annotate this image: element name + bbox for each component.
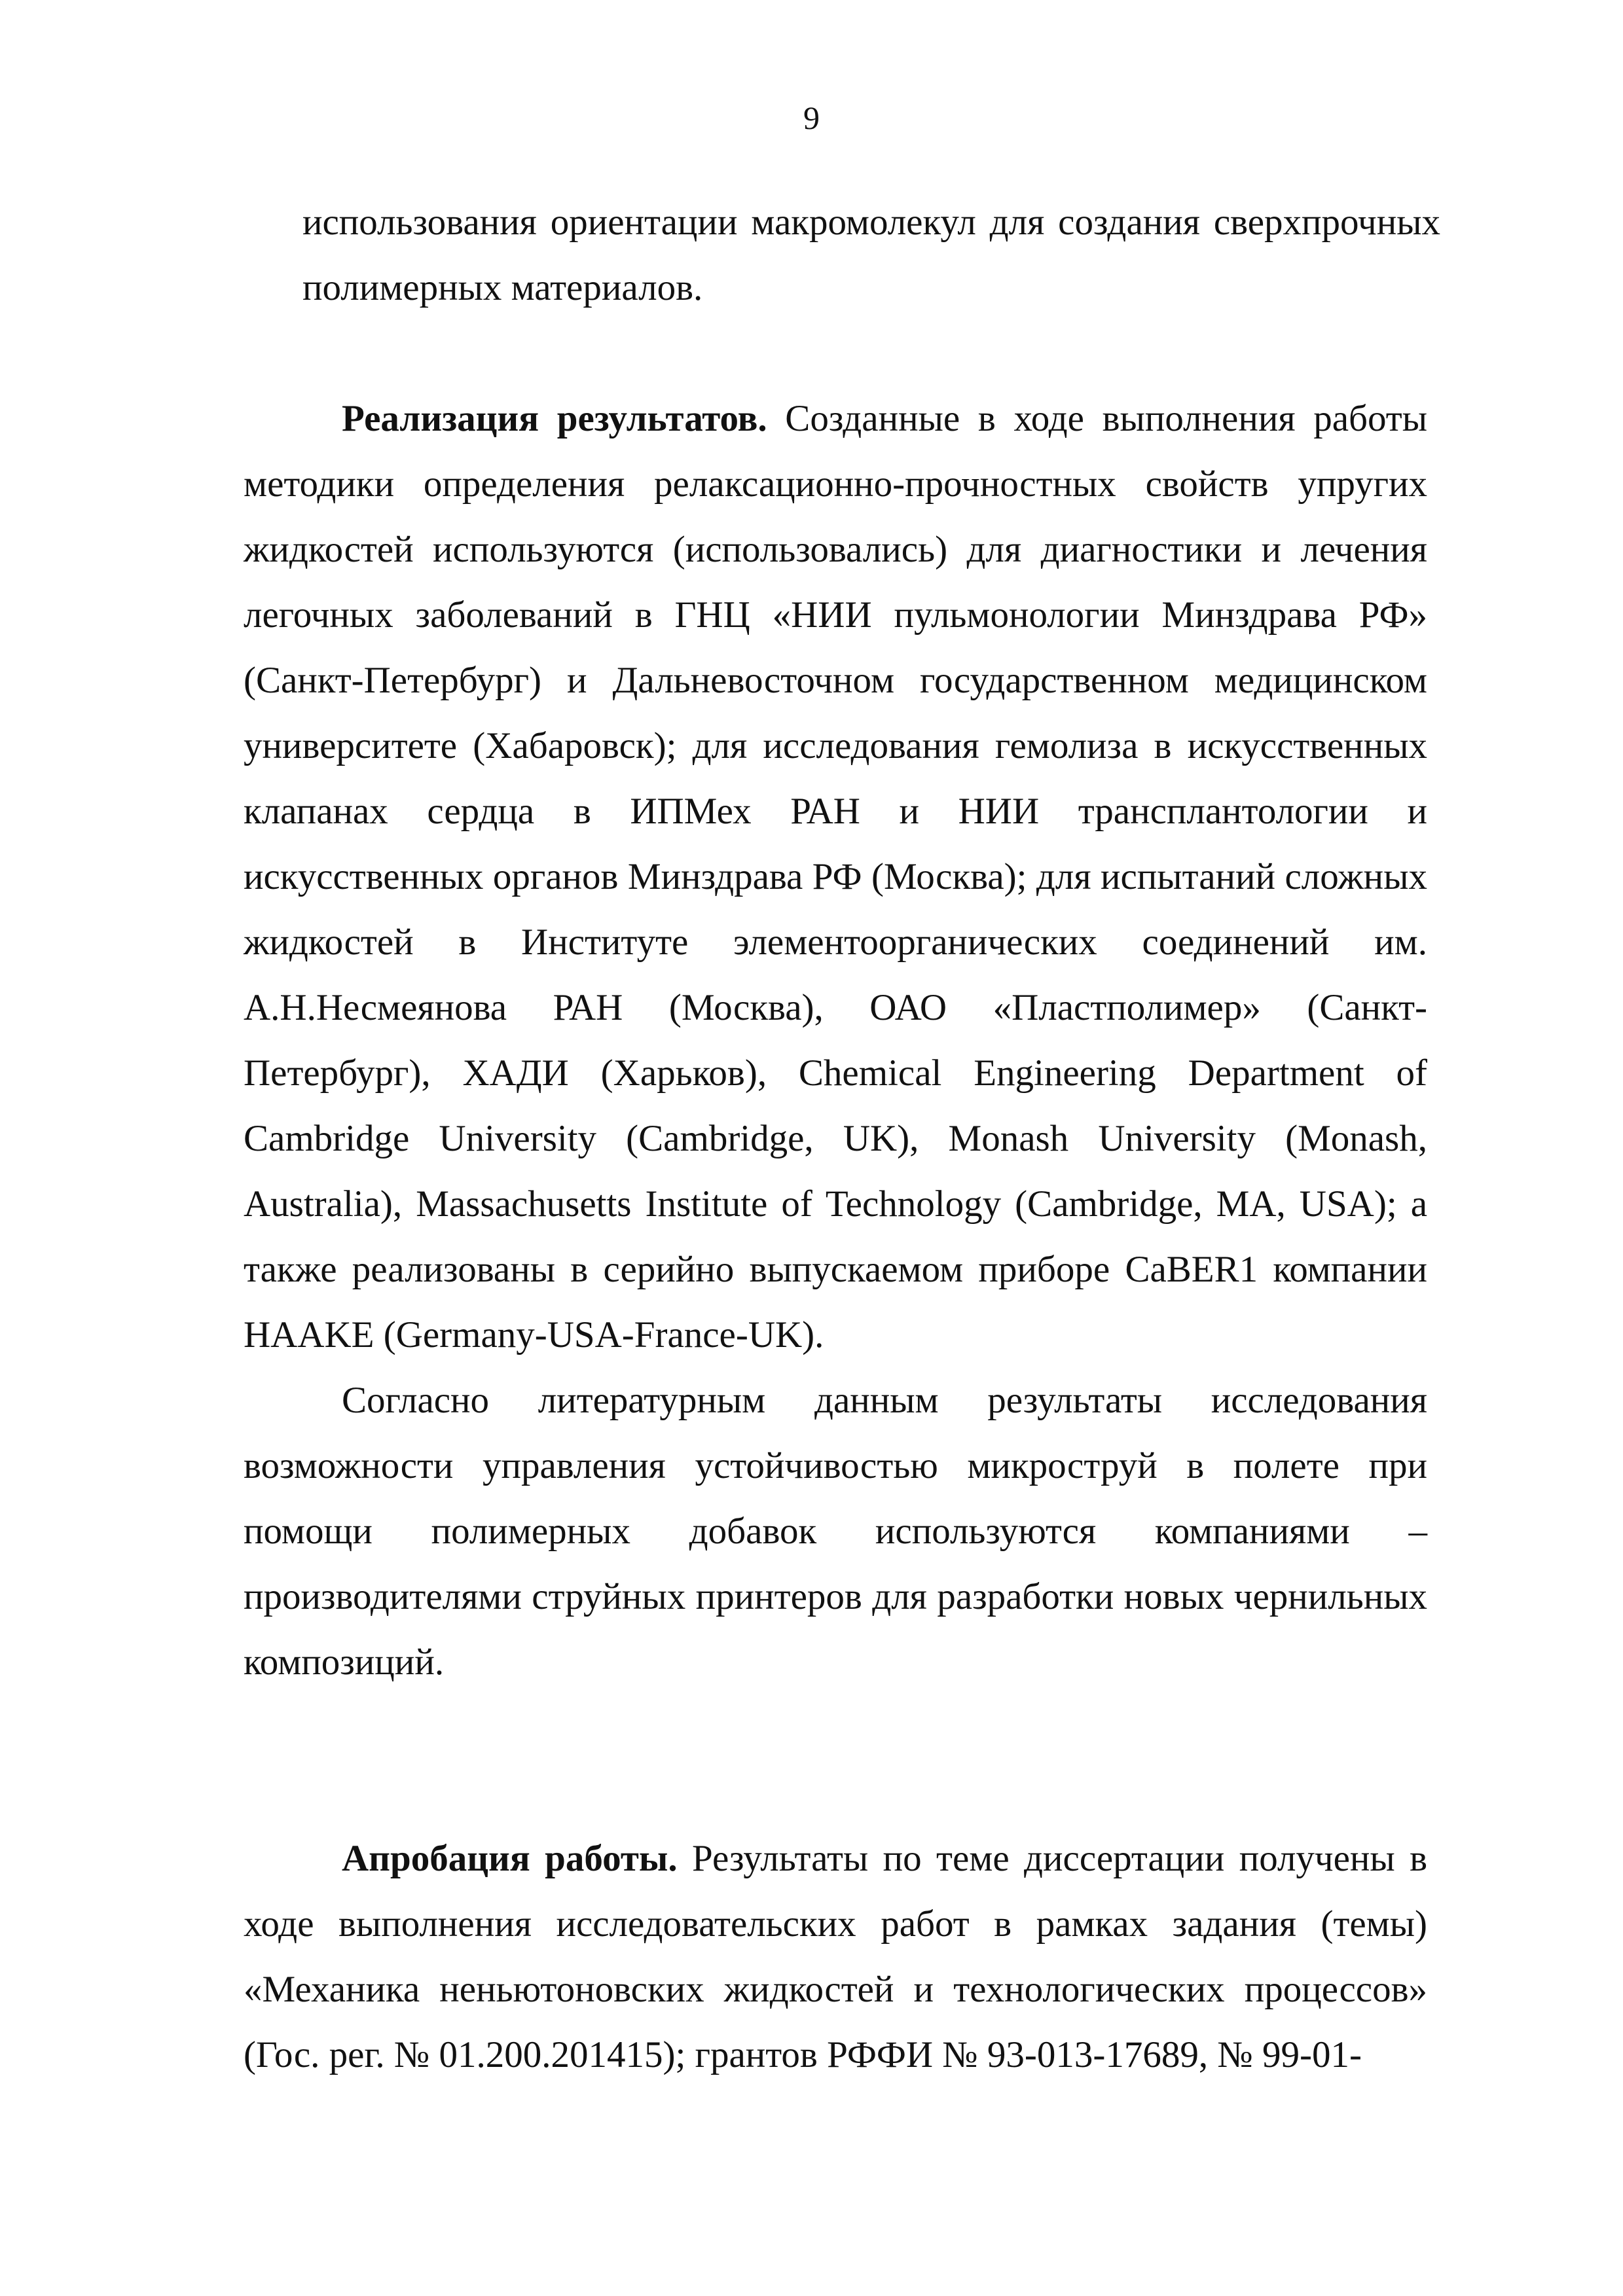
implementation-paragraph-1 — [244, 386, 1427, 1368]
page-number: 9 — [803, 99, 820, 136]
approbation-heading: Апробация работы. — [342, 1838, 678, 1879]
intro-paragraph — [302, 190, 1440, 321]
approbation-section — [244, 1826, 1427, 2088]
approbation-paragraph — [244, 1826, 1427, 2088]
implementation-heading: Реализация результатов. — [342, 398, 767, 439]
implementation-text-1: Созданные в ходе выполнения работы методики определения релаксационно-прочностных свойств упругих жидкостей используются (использовались) для диагностики и лечения легочных заболеваний в ГНЦ «НИИ пульмонологии Минздрава РФ» (Санкт-Петербург) и Дальневосточном государственном медицинском университете (Хабаровск); для исследования гемолиза в искусственных клапанах сердца в ИПМех РАН и НИИ трансплантологии и искусственных органов Минздрава РФ (Москва); для испытаний сложных жидкостей в Институте элементоорганических соединений им. А.Н.Несмеянова РАН (Москва), ОАО «Пластполимер» (Санкт-Петербург), ХАДИ (Харьков), Chemical Engineering Department of Cambridge University (Cambridge, UK), Monash University (Monash, Australia), Massachusetts Institute of Technology (Cambridge, MA, USA); а также реализованы в серийно выпускаемом приборе CaBER1 компании HAAKE (Germany-USA-France-UK). — [244, 398, 1427, 1355]
intro-text: использования ориентации макромолекул для создания сверхпрочных полимерных материалов. — [302, 202, 1440, 308]
implementation-section — [244, 386, 1427, 1695]
approbation-text: Результаты по теме диссертации получены в ходе выполнения исследовательских работ в рамках задания (темы) «Механика неньютоновских жидкостей и технологических процессов» (Гос. рег. № 01.200.201415); грантов РФФИ № 93-013-17689, № 99-01- — [244, 1838, 1428, 2075]
implementation-paragraph-2: Согласно литературным данным результаты исследования возможности управления устойчивостью микроструй в полете при помощи полимерных добавок используются компаниями – производителями струйных принтеров для разработки новых чернильных композиций. — [244, 1380, 1427, 1683]
